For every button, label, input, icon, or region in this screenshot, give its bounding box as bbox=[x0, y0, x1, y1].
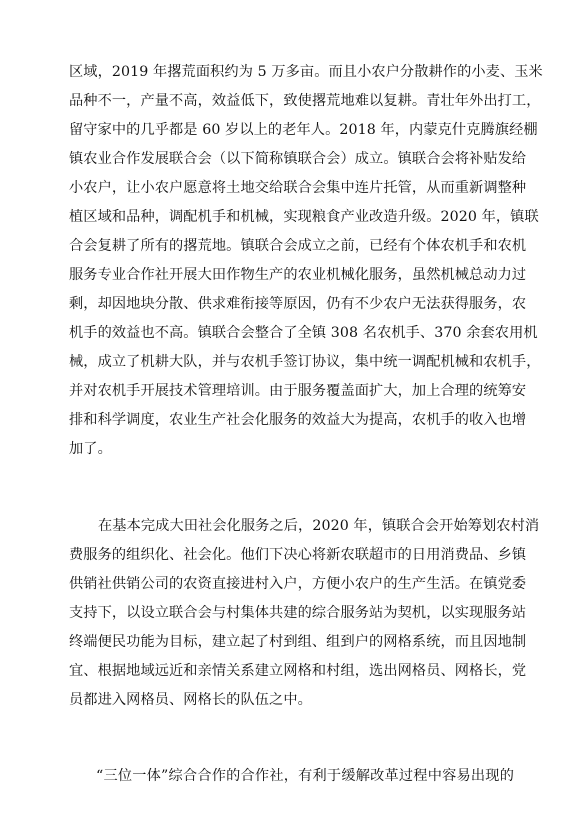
paragraph-1-line-3: 留守家中的几乎都是 60 岁以上的老年人。2018 年，内蒙克什克腾旗经棚 bbox=[69, 122, 538, 138]
paragraph-1-line-6: 植区域和品种，调配机手和机械，实现粮食产业改造升级。2020 年，镇联 bbox=[69, 209, 539, 225]
paragraph-1-line-14: 加了。 bbox=[69, 441, 112, 457]
paragraph-2-line-3: 供销社供销公司的农资直接进村入户，方便小农户的生产生活。在镇党委 bbox=[69, 576, 527, 592]
paragraph-1-line-7: 合会复耕了所有的撂荒地。镇联合会成立之前，已经有个体农机手和农机 bbox=[69, 238, 527, 254]
paragraph-1-line-5: 小农户，让小农户愿意将土地交给联合会集中连片托管，从而重新调整种 bbox=[69, 180, 527, 196]
paragraph-1-line-8: 服务专业合作社开展大田作物生产的农业机械化服务，虽然机械总动力过 bbox=[69, 267, 527, 283]
paragraph-1-line-2: 品种不一，产量不高，效益低下，致使撂荒地难以复耕。青壮年外出打工， bbox=[69, 93, 541, 109]
paragraph-2-line-6: 宜、根据地域远近和亲情关系建立网格和村组，选出网格员、网格长，党 bbox=[69, 663, 527, 679]
paragraph-2-line-1: 在基本完成大田社会化服务之后，2020 年，镇联合会开始筹划农村消 bbox=[98, 518, 540, 534]
paragraph-1-line-13: 排和科学调度，农业生产社会化服务的效益大为提高，农机手的收入也增 bbox=[69, 412, 527, 428]
paragraph-1-line-12: 并对农机手开展技术管理培训。由于服务覆盖面扩大，加上合理的统筹安 bbox=[69, 383, 527, 399]
paragraph-2-line-7: 员都进入网格员、网格长的队伍之中。 bbox=[69, 692, 312, 708]
paragraph-1-line-1: 区域，2019 年撂荒面积约为 5 万多亩。而且小农户分散耕作的小麦、玉米 bbox=[69, 64, 543, 80]
paragraph-1-line-10: 机手的效益也不高。镇联合会整合了全镇 308 名农机手、370 余套农用机 bbox=[69, 325, 538, 341]
paragraph-3-line-1: “三位一体”综合合作的合作社，有利于缓解改革过程中容易出现的 bbox=[96, 768, 514, 784]
paragraph-2-line-2: 费服务的组织化、社会化。他们下决心将新农联超市的日用消费品、乡镇 bbox=[69, 547, 527, 563]
paragraph-2-line-4: 支持下，以设立联合会与村集体共建的综合服务站为契机，以实现服务站 bbox=[69, 605, 527, 621]
paragraph-2-line-5: 终端便民功能为目标，建立起了村到组、组到户的网格系统，而且因地制 bbox=[69, 634, 527, 650]
paragraph-1-line-4: 镇农业合作发展联合会（以下简称镇联合会）成立。镇联合会将补贴发给 bbox=[69, 151, 527, 167]
paragraph-1-line-11: 械，成立了机耕大队，并与农机手签订协议，集中统一调配机械和农机手， bbox=[69, 354, 541, 370]
paragraph-1-line-9: 剩，却因地块分散、供求难衔接等原因，仍有不少农户无法获得服务，农 bbox=[69, 296, 527, 312]
